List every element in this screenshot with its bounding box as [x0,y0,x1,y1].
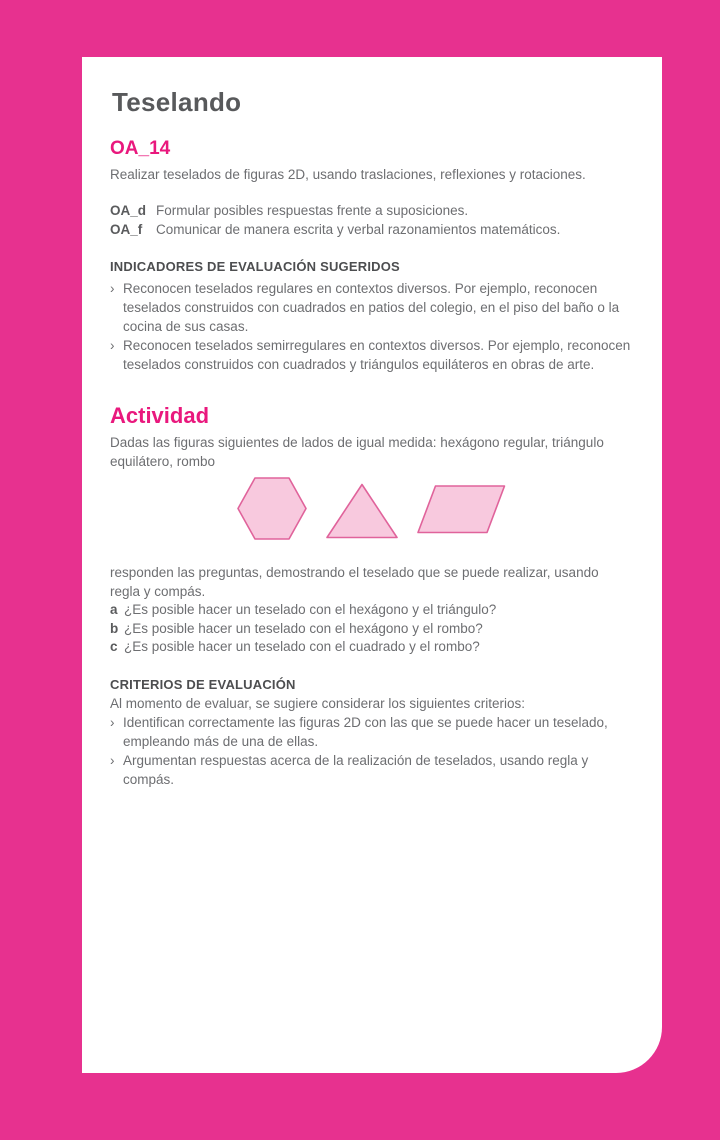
questions-list [110,601,632,657]
actividad-heading: Actividad [110,403,210,428]
rhombus-polygon [418,486,505,533]
question-row [110,601,632,620]
hexagon-polygon [238,478,306,539]
bullet-icon: › [110,752,115,768]
bullet-icon: › [110,281,115,296]
criterios-list [110,713,632,789]
figures-row [110,477,632,540]
objective-text: Comunicar de manera escrita y verbal razonamientos matemáticos. [156,222,561,237]
objective-text: Formular posibles respuestas frente a suposiciones. [156,203,469,218]
list-item-text: Reconocen teselados semirregulares en contextos diversos. Por ejemplo, reconocen teselados construidos con cuadrados y triángulos equiláteros en obras de arte. [123,338,631,372]
criterios-section [110,676,632,789]
oa14-heading: OA_14 [110,138,171,159]
list-item-text: Identifican correctamente las figuras 2D con las que se puede hacer un teselado, empleando más de una de ellas. [123,714,608,749]
triangle-shape-icon [326,483,398,539]
objectives-list [110,201,632,239]
objective-code: OA_d [110,203,147,218]
list-item [110,336,632,374]
actividad-intro: Dadas las figuras siguientes de lados de igual medida: hexágono regular, triángulo equilátero, rombo [110,435,604,469]
objective-row [110,201,632,220]
criterios-intro: Al momento de evaluar, se sugiere considerar los siguientes criterios: [110,695,525,711]
question-row [110,620,632,639]
objective-row [110,220,632,239]
indicadores-heading: INDICADORES DE EVALUACIÓN SUGERIDOS [110,259,400,274]
question-text: ¿Es posible hacer un teselado con el hexágono y el rombo? [124,620,483,636]
question-letter: c [110,639,118,654]
question-text: ¿Es posible hacer un teselado con el cuadrado y el rombo? [124,639,480,654]
triangle-polygon [327,485,397,538]
list-item-text: Reconocen teselados regulares en contextos diversos. Por ejemplo, reconocen teselados construidos con cuadrados en patios del colegio, en el piso del baño o la cocina de sus casas. [123,281,620,334]
hexagon-shape-icon [237,477,307,540]
objective-code: OA_f [110,222,143,237]
criterios-heading: CRITERIOS DE EVALUACIÓN [110,676,296,692]
question-row [110,638,632,657]
list-item [110,279,632,336]
rhombus-shape-icon [417,485,506,534]
actividad-instruction: responden las preguntas, demostrando el teselado que se puede realizar, usando regla y compás. [110,565,599,599]
indicadores-list [110,279,632,374]
oa14-description: Realizar teselados de figuras 2D, usando traslaciones, reflexiones y rotaciones. [110,167,586,182]
bullet-icon: › [110,338,115,353]
list-item [110,713,632,751]
page-title: Teselando [112,87,242,117]
content-card [82,57,662,1073]
question-text: ¿Es posible hacer un teselado con el hexágono y el triángulo? [124,602,497,617]
bullet-icon: › [110,714,115,730]
question-letter: b [110,620,119,636]
question-letter: a [110,602,118,617]
list-item [110,751,632,789]
list-item-text: Argumentan respuestas acerca de la realización de teselados, usando regla y compás. [123,752,589,787]
